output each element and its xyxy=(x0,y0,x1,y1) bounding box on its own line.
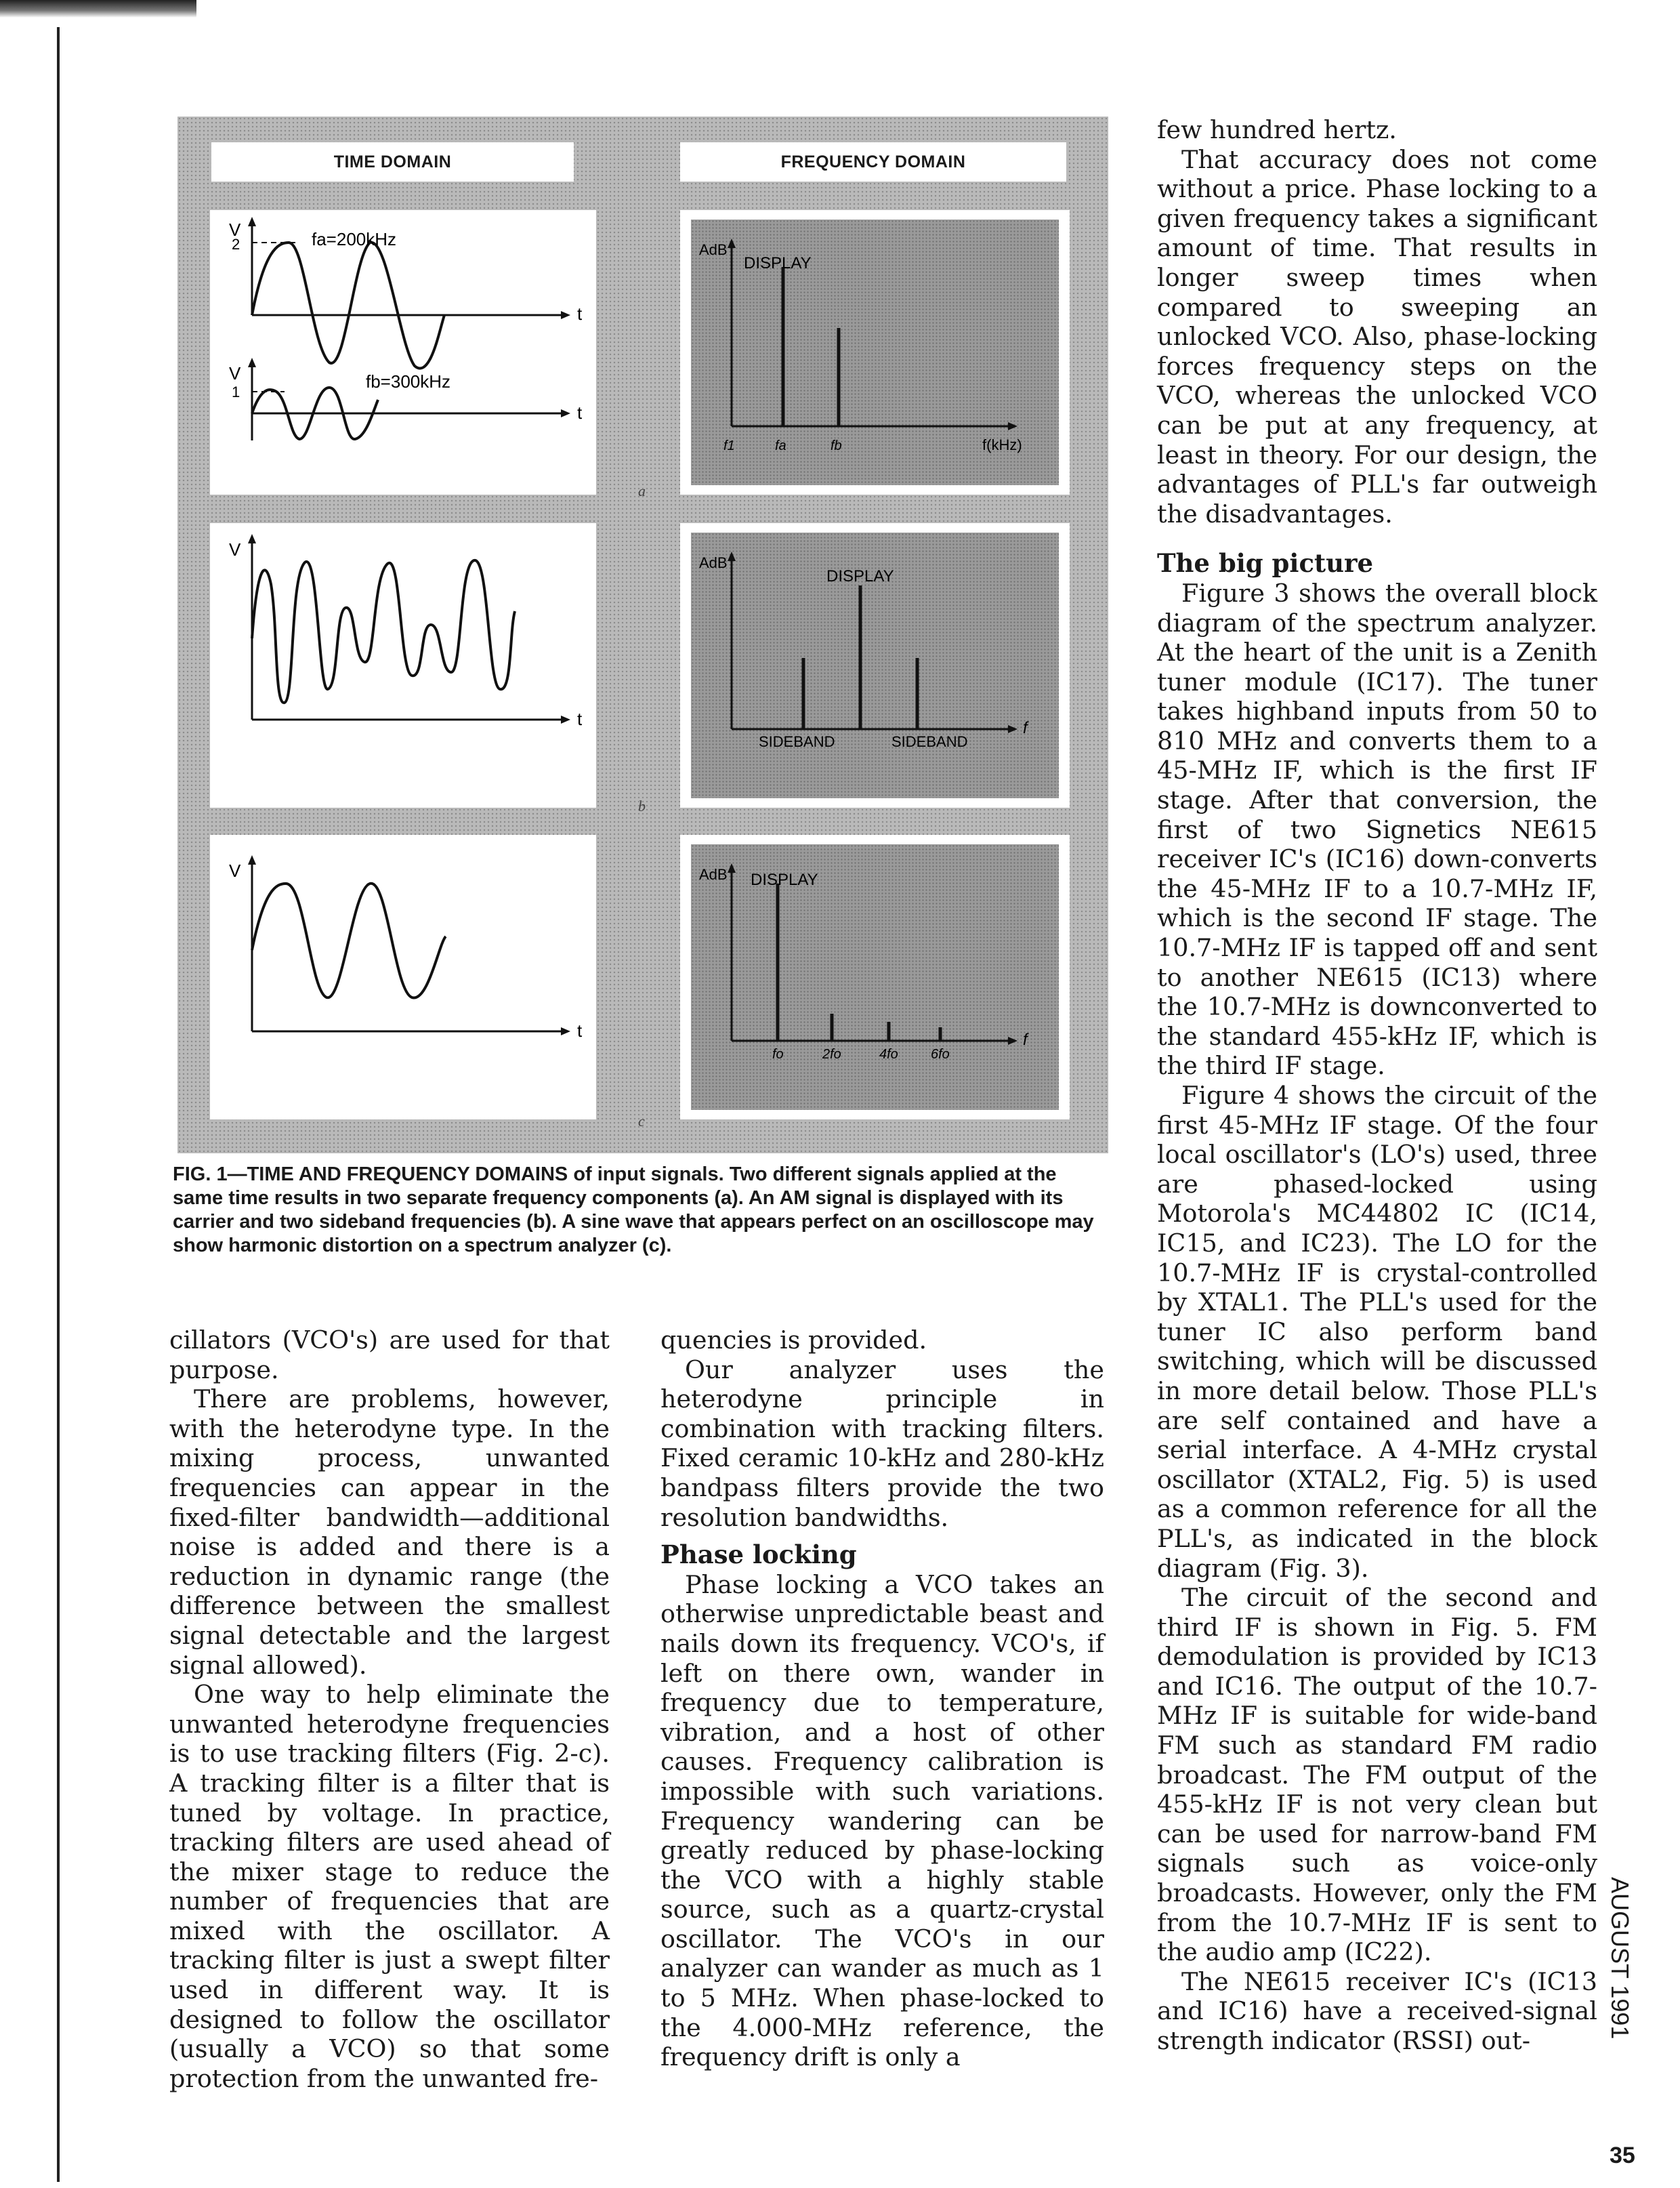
label-b: b xyxy=(638,798,646,814)
running-date xyxy=(1604,1877,1645,2053)
panel-c-frequency xyxy=(680,835,1070,1119)
tick-4fo: 4fo xyxy=(879,1047,898,1062)
t-label: t xyxy=(577,1020,583,1041)
display-label: DISPLAY xyxy=(751,871,818,889)
caption-body: of input signals. Two different signals applied at the same time results in two separate frequency components (a). An AM signal is displayed with its carrier and two sideband frequencies (b). A sine wave that appears perfect on an oscilloscope may show harmonic distortion on a spectrum analyzer (c). xyxy=(173,1163,1094,1256)
panel-a-frequency xyxy=(680,210,1070,495)
sideband-right: SIDEBAND xyxy=(891,733,968,750)
panel-a-spectrum xyxy=(691,220,1059,485)
tick-f1: f1 xyxy=(723,438,735,453)
ylabel: AdB xyxy=(699,554,728,571)
t-label: t xyxy=(577,709,583,729)
scan-edge-smudge xyxy=(0,0,196,18)
text-column-3 xyxy=(1157,115,1597,2056)
paragraph: Phase locking a VCO takes an otherwise unpredictable beast and nails down its frequency. VCO's, if left on there own, wander in frequency due to temperature, vibration, and a host of other causes. Frequency calibration is impossible with such variations. Frequency wandering can be greatly reduced by phase-locking the VCO with a highly stable source, such as a quartz-crystal oscillator. The VCO's in our analyzer can wander as much as 1 to 5 MHz. When phase-locked to the 4.000-MHz reference, the frequency drift is only a xyxy=(660,1569,1104,2072)
lower-t-label: t xyxy=(577,402,583,423)
paragraph: Figure 3 shows the overall block diagram of the spectrum analyzer. At the heart of the unit is a Zenith tuner module (IC17). The tuner takes highband inputs from 50 to 810 MHz and converts them to a 45-MHz IF, which is the first IF stage. After that conversion, the first of two Signetics NE615 receiver IC's (IC16) down-converts the 45-MHz IF to a 10.7-MHz IF, which is the second IF stage. The 10.7-MHz IF is tapped off and sent to another NE615 (IC13) where the 10.7-MHz is downconverted to the standard 455-kHz IF, which is the third IF stage. xyxy=(1157,578,1597,1081)
lower-freq-label: fb=300kHz xyxy=(366,371,451,392)
upper-freq-label: fa=200kHz xyxy=(312,229,397,249)
panel-b-time xyxy=(210,523,596,808)
panel-b-spectrum xyxy=(691,533,1059,798)
lower-v-label: V xyxy=(229,363,241,384)
tick-fa: fa xyxy=(775,438,786,453)
section-heading-big-picture: The big picture xyxy=(1157,548,1374,579)
paragraph: Figure 4 shows the circuit of the first 45-MHz IF stage. Of the four local oscillator's (LO's) used, three are phased-locked using Motorola's MC44802 IC (IC14, IC15, and IC23). The LO for the 10.7-MHz IF is crystal-controlled by XTAL1. The PLL's used for the tuner IC also perform band switching, which will be discussed in more detail below. Those PLL's are self contained and have a serial interface. A 4-MHz crystal oscillator (XTAL2, Fig. 5) is used as a common reference for all the PLL's, as indicated in the block diagram (Fig. 3). xyxy=(1157,1081,1597,1583)
paragraph: The circuit of the second and third IF is shown in Fig. 5. FM demodulation is provided by IC13 and IC16. The output of the 10.7-MHz IF is suitable for wide-band FM such as standard FM radio broadcast. The FM output of the 455-kHz IF is not very clean but can be used for narrow-band FM signals such as voice-only broadcasts. However, only the FM from the 10.7-MHz IF is sent to the audio amp (IC22). xyxy=(1157,1583,1597,1967)
paragraph: cillators (VCO's) are used for that purpose. xyxy=(169,1325,610,1384)
display-label: DISPLAY xyxy=(744,254,812,272)
text-column-2 xyxy=(660,1325,1104,2072)
sine-wave xyxy=(252,884,446,998)
v-label: V xyxy=(229,539,241,560)
label-c: c xyxy=(638,1113,645,1130)
section-heading-phase-locking: Phase locking xyxy=(660,1540,857,1570)
upper-level-label: 2 xyxy=(232,236,240,253)
page-binding-edge xyxy=(57,27,60,2182)
upper-t-label: t xyxy=(577,304,583,324)
paragraph: few hundred hertz. xyxy=(1157,115,1397,144)
paragraph: That accuracy does not come without a price. Phase locking to a given frequency takes a significant amount of time. That results in longer sweep times when compared to sweeping an unlocked VCO. Also, phase-locking forces frequency steps on the VCO, whereas the unlocked VCO can be put at any frequency, at least in theory. For our design, the advantages of PLL's far outweigh the disadvantages. xyxy=(1157,144,1597,529)
panel-c-time xyxy=(210,835,596,1119)
tick-fo: fo xyxy=(772,1047,784,1062)
time-domain-header: TIME DOMAIN xyxy=(211,142,574,182)
page-number: 35 xyxy=(1610,2143,1635,2168)
panel-a-time-plot xyxy=(210,210,596,495)
am-signal-wave xyxy=(252,560,515,703)
lower-level-label: 1 xyxy=(232,384,240,400)
paragraph: There are problems, however, with the heterodyne type. In the mixing process, unwanted frequencies can appear in the fixed-filter bandwidth—additional noise is added and there is a reduction in dynamic range (the difference between the smallest signal detectable and the largest signal allowed). xyxy=(169,1384,610,1680)
paragraph: Our analyzer uses the heterodyne principle in combination with tracking filters. Fixed ceramic 10-kHz and 280-kHz bandpass filters provide the two resolution bandwidths. xyxy=(660,1355,1104,1532)
ylabel: AdB xyxy=(699,241,728,258)
issue-date: AUGUST 1991 xyxy=(1606,1877,1634,2040)
figure-caption xyxy=(173,1163,1108,1258)
xlabel: f(kHz) xyxy=(982,436,1022,453)
ylabel: AdB xyxy=(699,866,728,883)
display-label: DISPLAY xyxy=(826,567,894,585)
tick-fb: fb xyxy=(831,438,842,453)
tick-2fo: 2fo xyxy=(822,1047,841,1062)
frequency-domain-header: FREQUENCY DOMAIN xyxy=(680,142,1066,182)
paragraph: One way to help eliminate the unwanted heterodyne frequencies is to use tracking filters (Fig. 2-c). A tracking filter is a filter that is tuned by voltage. In practice, tracking filters are used ahead of the mixer stage to reduce the number of frequencies that are mixed with the oscillator. A tracking filter is just a swept filter used in different way. It is designed to follow the oscillator (usually a VCO) so that some protection from the unwanted fre- xyxy=(169,1680,610,2093)
paragraph: The NE615 receiver IC's (IC13 and IC16) have a received-signal strength indicator (RSSI) out- xyxy=(1157,1966,1597,2055)
sideband-left: SIDEBAND xyxy=(759,733,835,750)
upper-v-label: V xyxy=(229,220,241,240)
label-a: a xyxy=(638,482,646,499)
xlabel: f xyxy=(1023,1031,1028,1049)
text-column-1 xyxy=(169,1325,610,2093)
figure-1 xyxy=(177,117,1108,1153)
panel-a-time xyxy=(210,210,596,495)
tick-6fo: 6fo xyxy=(931,1047,950,1062)
paragraph: quencies is provided. xyxy=(660,1325,927,1355)
panel-c-time-plot xyxy=(210,835,596,1119)
panel-b-frequency xyxy=(680,523,1070,808)
v-label: V xyxy=(229,861,241,881)
caption-lead: FIG. 1—TIME AND FREQUENCY DOMAINS xyxy=(173,1163,568,1185)
signal-a-wave xyxy=(252,243,444,369)
xlabel: f xyxy=(1023,719,1028,737)
panel-b-time-plot xyxy=(210,523,596,808)
panel-c-spectrum xyxy=(691,844,1059,1110)
